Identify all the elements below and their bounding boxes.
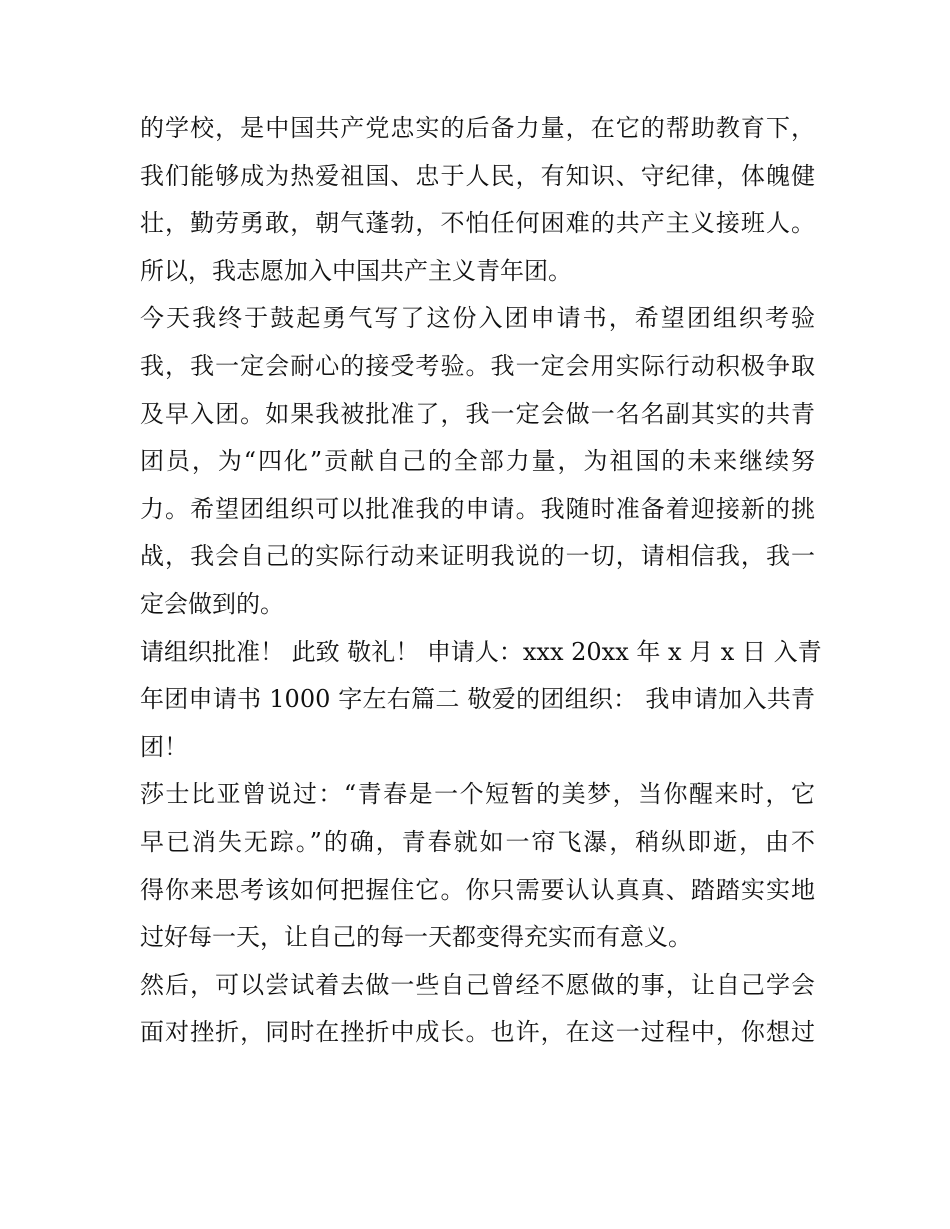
text-line: 战，我会自己的实际行动来证明我说的一切，请相信我，我一 bbox=[140, 542, 815, 571]
paragraph bbox=[140, 771, 815, 961]
text-line: 团员，为“四化”贡献自己的全部力量，为祖国的未来继续努 bbox=[140, 447, 815, 476]
text-line: 团！ bbox=[140, 732, 188, 761]
text-line: 早已消失无踪。”的确，青春就如一帘飞瀑，稍纵即逝，由不 bbox=[140, 827, 815, 856]
text-line: 的学校，是中国共产党忠实的后备力量，在它的帮助教育下， bbox=[140, 114, 815, 142]
paragraph bbox=[140, 962, 815, 1057]
text-line: 我，我一定会耐心的接受考验。我一定会用实际行动积极争取 bbox=[140, 351, 815, 380]
text-line: 力。希望团组织可以批准我的申请。我随时准备着迎接新的挑 bbox=[140, 494, 815, 523]
text-line: 莎士比亚曾说过：“青春是一个短暂的美梦，当你醒来时，它 bbox=[140, 780, 815, 809]
paragraph bbox=[140, 105, 815, 295]
text-line: 然后，可以尝试着去做一些自己曾经不愿做的事，让自己学会 bbox=[140, 970, 815, 999]
text-line: 我们能够成为热爱祖国、忠于人民，有知识、守纪律，体魄健 bbox=[140, 161, 815, 190]
text-line: 年团申请书 1000 字左右篇二 敬爱的团组织： 我申请加入共青 bbox=[140, 685, 815, 714]
text-line: 壮，勤劳勇敢，朝气蓬勃，不怕任何困难的共产主义接班人。 bbox=[140, 209, 815, 238]
paragraph bbox=[140, 629, 822, 772]
paragraph bbox=[140, 295, 815, 628]
text-line: 请组织批准！ 此致 敬礼！ 申请人：xxx 20xx 年 x 月 x 日 入青 bbox=[140, 637, 822, 666]
text-line: 得你来思考该如何把握住它。你只需要认认真真、踏踏实实地 bbox=[140, 875, 815, 904]
text-line: 面对挫折，同时在挫折中成长。也许，在这一过程中，你想过 bbox=[140, 1018, 815, 1047]
document-body bbox=[140, 105, 822, 1057]
text-line: 定会做到的。 bbox=[140, 589, 284, 618]
text-line: 过好每一天，让自己的每一天都变得充实而有意义。 bbox=[140, 923, 692, 952]
text-line: 所以，我志愿加入中国共产主义青年团。 bbox=[140, 256, 572, 285]
text-line: 今天我终于鼓起勇气写了这份入团申请书，希望团组织考验 bbox=[140, 304, 815, 333]
text-line: 及早入团。如果我被批准了，我一定会做一名名副其实的共青 bbox=[140, 399, 815, 428]
